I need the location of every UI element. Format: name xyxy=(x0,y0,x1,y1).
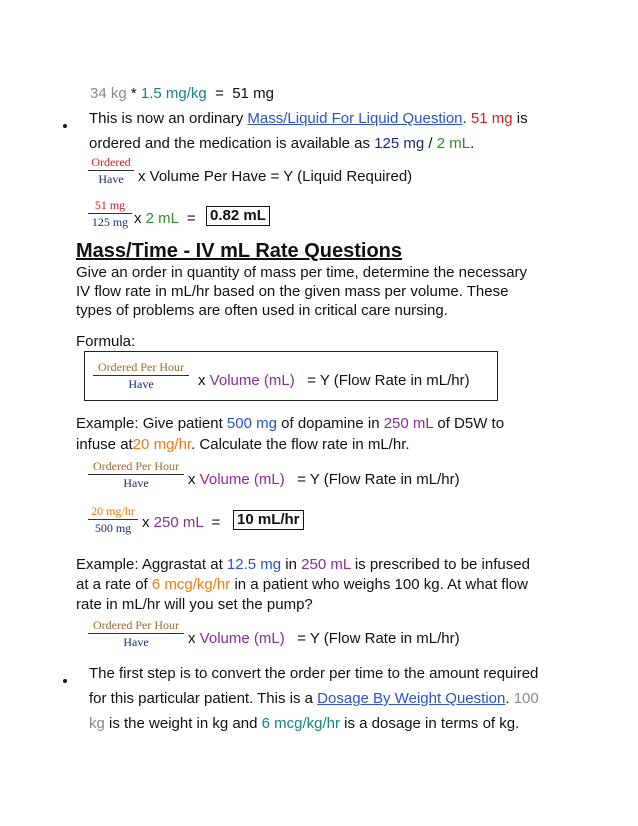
equals-sign: = xyxy=(211,514,221,531)
example2-line1 xyxy=(76,556,530,573)
section-para-line2: IV flow rate in mL/hr based on the given mass per volume. These xyxy=(76,283,509,300)
text: / xyxy=(428,135,433,152)
fraction-denominator: Have xyxy=(98,172,124,186)
have-mg: 125 mg xyxy=(374,135,425,152)
text: in a patient who weighs 100 kg. At what flow xyxy=(234,576,528,593)
rate: 6 mcg/kg/hr xyxy=(151,576,231,593)
fraction-denominator: 500 mg xyxy=(94,521,132,535)
text: ordered and the medication is available as xyxy=(89,135,371,152)
formula4-rest xyxy=(188,630,460,647)
fraction-numerator: Ordered Per Hour xyxy=(93,618,179,632)
formula-label: Formula: xyxy=(76,333,136,350)
text: is a dosage in terms of kg. xyxy=(344,715,520,732)
bullet1-line1 xyxy=(89,110,528,127)
weight-unit: kg xyxy=(89,715,105,732)
bullet-dot xyxy=(63,679,67,683)
weight-value: 34 kg xyxy=(90,85,127,102)
formula2-rest xyxy=(198,372,470,389)
rate: 20 mg/hr xyxy=(132,436,192,453)
fraction-ordered-have xyxy=(88,155,134,186)
text: at a rate of xyxy=(76,576,148,593)
calc2-expression xyxy=(142,514,220,531)
volume: 250 mL xyxy=(153,514,204,531)
fraction-denominator: Have xyxy=(123,635,149,649)
fraction-bar xyxy=(88,170,134,171)
dose-mg: 500 mg xyxy=(226,415,277,432)
section-heading: Mass/Time - IV mL Rate Questions xyxy=(76,240,403,262)
result-value: 51 mg xyxy=(232,85,274,102)
text: x xyxy=(188,630,196,647)
volume-ml: 250 mL xyxy=(383,415,434,432)
bullet2-line1: The first step is to convert the order per time to the amount required xyxy=(89,665,539,682)
fraction-numerator: Ordered Per Hour xyxy=(93,459,179,473)
text: for this particular patient. This is a xyxy=(89,690,313,707)
section-para-line3: types of problems are often used in critical care nursing. xyxy=(76,302,448,319)
example2-line2 xyxy=(76,576,528,593)
volume-ml: 250 mL xyxy=(301,556,351,573)
volume-label: Volume (mL) xyxy=(199,630,285,647)
text: . Calculate the flow rate in mL/hr. xyxy=(191,436,410,453)
equals-sign: = xyxy=(186,210,196,227)
text: x xyxy=(142,514,150,531)
text: of dopamine in xyxy=(281,415,380,432)
text: x xyxy=(188,471,196,488)
text: = Y (Flow Rate in mL/hr) xyxy=(297,471,460,488)
text: x xyxy=(198,372,206,389)
text: Example: Give patient xyxy=(76,415,223,432)
bullet2-line2 xyxy=(89,690,539,707)
fraction-bar xyxy=(88,633,184,634)
fraction-bar xyxy=(88,474,184,475)
fraction-denominator: 125 mg xyxy=(91,215,129,229)
link-dosage-by-weight[interactable]: Dosage By Weight Question xyxy=(317,690,506,707)
dose-mg: 12.5 mg xyxy=(226,556,282,573)
fraction-ordered-per-hour xyxy=(88,618,184,649)
fraction-bar xyxy=(93,375,189,376)
line-weight-calc xyxy=(90,85,274,102)
fraction-numerator: Ordered xyxy=(91,155,131,169)
link-mass-liquid[interactable]: Mass/Liquid For Liquid Question xyxy=(247,110,463,127)
ordered-mg: 51 mg xyxy=(470,110,513,127)
text: . xyxy=(470,135,475,152)
example1-line1 xyxy=(76,415,504,432)
fraction-bar xyxy=(88,213,132,214)
example1-line2 xyxy=(76,436,410,453)
fraction-ordered-per-hour xyxy=(93,360,189,391)
formula1-rest: x Volume Per Have = Y (Liquid Required) xyxy=(138,168,413,185)
fraction-bar xyxy=(88,519,138,520)
multiply-sign: * xyxy=(130,85,137,102)
bullet2-line3 xyxy=(89,715,519,732)
text: This is now an ordinary xyxy=(89,110,244,127)
text: is the weight in kg and xyxy=(109,715,258,732)
volume-label: Volume (mL) xyxy=(209,372,295,389)
text: x xyxy=(134,210,142,227)
fraction-ordered-per-hour xyxy=(88,459,184,490)
bullet1-line2 xyxy=(89,135,474,152)
fraction-calc2 xyxy=(88,504,138,535)
calc1-expression xyxy=(134,210,196,227)
text: of D5W to xyxy=(437,415,505,432)
text: . xyxy=(505,690,510,707)
volume: 2 mL xyxy=(145,210,179,227)
text: = Y (Flow Rate in mL/hr) xyxy=(307,372,470,389)
formula3-rest xyxy=(188,471,460,488)
answer-box: 10 mL/hr xyxy=(233,510,304,530)
fraction-numerator: 51 mg xyxy=(94,198,126,212)
fraction-denominator: Have xyxy=(128,377,154,391)
text: = Y (Flow Rate in mL/hr) xyxy=(297,630,460,647)
example2-line3: rate in mL/hr will you set the pump? xyxy=(76,596,313,613)
volume-label: Volume (mL) xyxy=(199,471,285,488)
text: Example: Aggrastat at xyxy=(76,556,223,573)
bullet-dot xyxy=(63,124,67,128)
equals-sign: = xyxy=(215,85,224,102)
fraction-calc1 xyxy=(88,198,132,229)
section-para-line1: Give an order in quantity of mass per time, determine the necessary xyxy=(76,264,528,281)
fraction-numerator: Ordered Per Hour xyxy=(98,360,184,374)
text: in xyxy=(285,556,297,573)
fraction-numerator: 20 mg/hr xyxy=(91,504,135,518)
weight-number: 100 xyxy=(513,690,539,707)
dosage-rate: 6 mcg/kg/hr xyxy=(261,715,340,732)
text: . xyxy=(462,110,467,127)
have-ml: 2 mL xyxy=(436,135,471,152)
text: is xyxy=(516,110,528,127)
dose-rate: 1.5 mg/kg xyxy=(140,85,207,102)
text: infuse at xyxy=(76,436,133,453)
fraction-denominator: Have xyxy=(123,476,149,490)
answer-box: 0.82 mL xyxy=(206,206,270,226)
text: is prescribed to be infused xyxy=(354,556,530,573)
